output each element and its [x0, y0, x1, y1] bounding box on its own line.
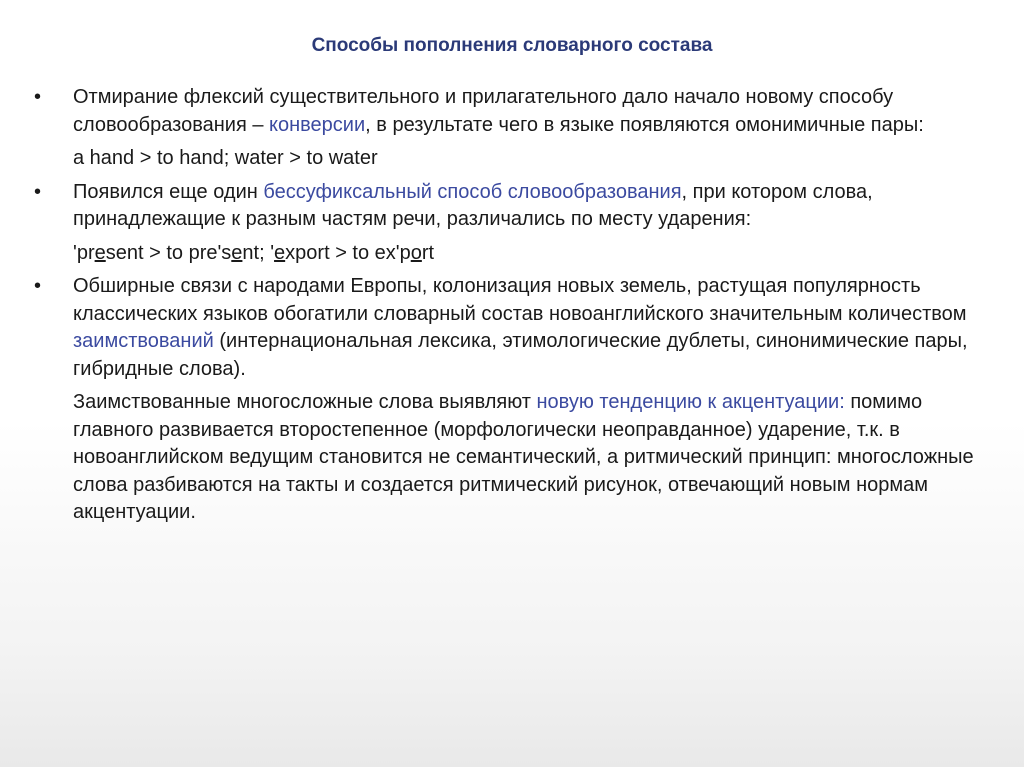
slide-title: Способы пополнения словарного состава — [311, 35, 713, 56]
slide-content — [34, 84, 984, 527]
example-text: rt — [421, 241, 435, 264]
paragraph-text: Появился еще один — [73, 180, 264, 203]
paragraph-accentuation — [34, 389, 984, 527]
bullet-item-conversion — [34, 84, 984, 139]
bullet-icon: • — [34, 86, 42, 108]
example-line-stress — [34, 240, 984, 268]
bullet-item-borrowings — [34, 273, 984, 383]
example-text: sent > to pre's — [105, 241, 232, 264]
highlight-term: конверсии — [269, 113, 366, 136]
stressed-letter: e — [274, 241, 286, 264]
paragraph-text: , при котором слова, принадлежащие к разным частям речи, различались по месту ударения: — [73, 180, 873, 230]
highlight-term: новую тенденцию к акцентуации: — [536, 391, 845, 413]
highlight-term: бессуфиксальный способ словообразования — [263, 180, 682, 203]
paragraph-text: Отмирание флексий существительного и прилагательного дало начало новому способу словообразования – — [73, 86, 894, 136]
example-text: 'pr — [73, 241, 95, 264]
paragraph-text: помимо главного развивается второстепенное (морфологически неоправданное) ударение, т.к. в новоанглийском ведущим становится не семантический, а ритмический принцип: многосложные слова разбиваются на такты и создается ритмический рисунок, отвечающий новым нормам акцентуации. — [73, 391, 974, 523]
paragraph-text: , в результате чего в языке появляются омонимичные пары: — [365, 113, 924, 136]
bullet-icon: • — [34, 275, 42, 297]
highlight-term: заимствований — [73, 330, 214, 352]
paragraph-text: Обширные связи с народами Европы, колонизация новых земель, растущая популярность классических языков обогатили словарный состав новоанглийского значительным количеством — [73, 275, 967, 325]
stressed-letter: o — [410, 241, 422, 264]
paragraph-text: (интернациональная лексика, этимологические дублеты, синонимические пары, гибридные слова). — [73, 330, 968, 380]
stressed-letter: e — [231, 241, 243, 264]
example-text: a hand > to hand; water > to water — [73, 147, 378, 169]
bullet-item-stress — [34, 179, 984, 234]
example-line-conversion — [34, 145, 984, 173]
bullet-icon: • — [34, 180, 42, 203]
stressed-letter: e — [94, 241, 106, 264]
paragraph-text: Заимствованные многосложные слова выявляют — [73, 391, 537, 413]
example-text: nt; ' — [242, 241, 275, 264]
example-text: xport > to ex'p — [285, 241, 411, 264]
